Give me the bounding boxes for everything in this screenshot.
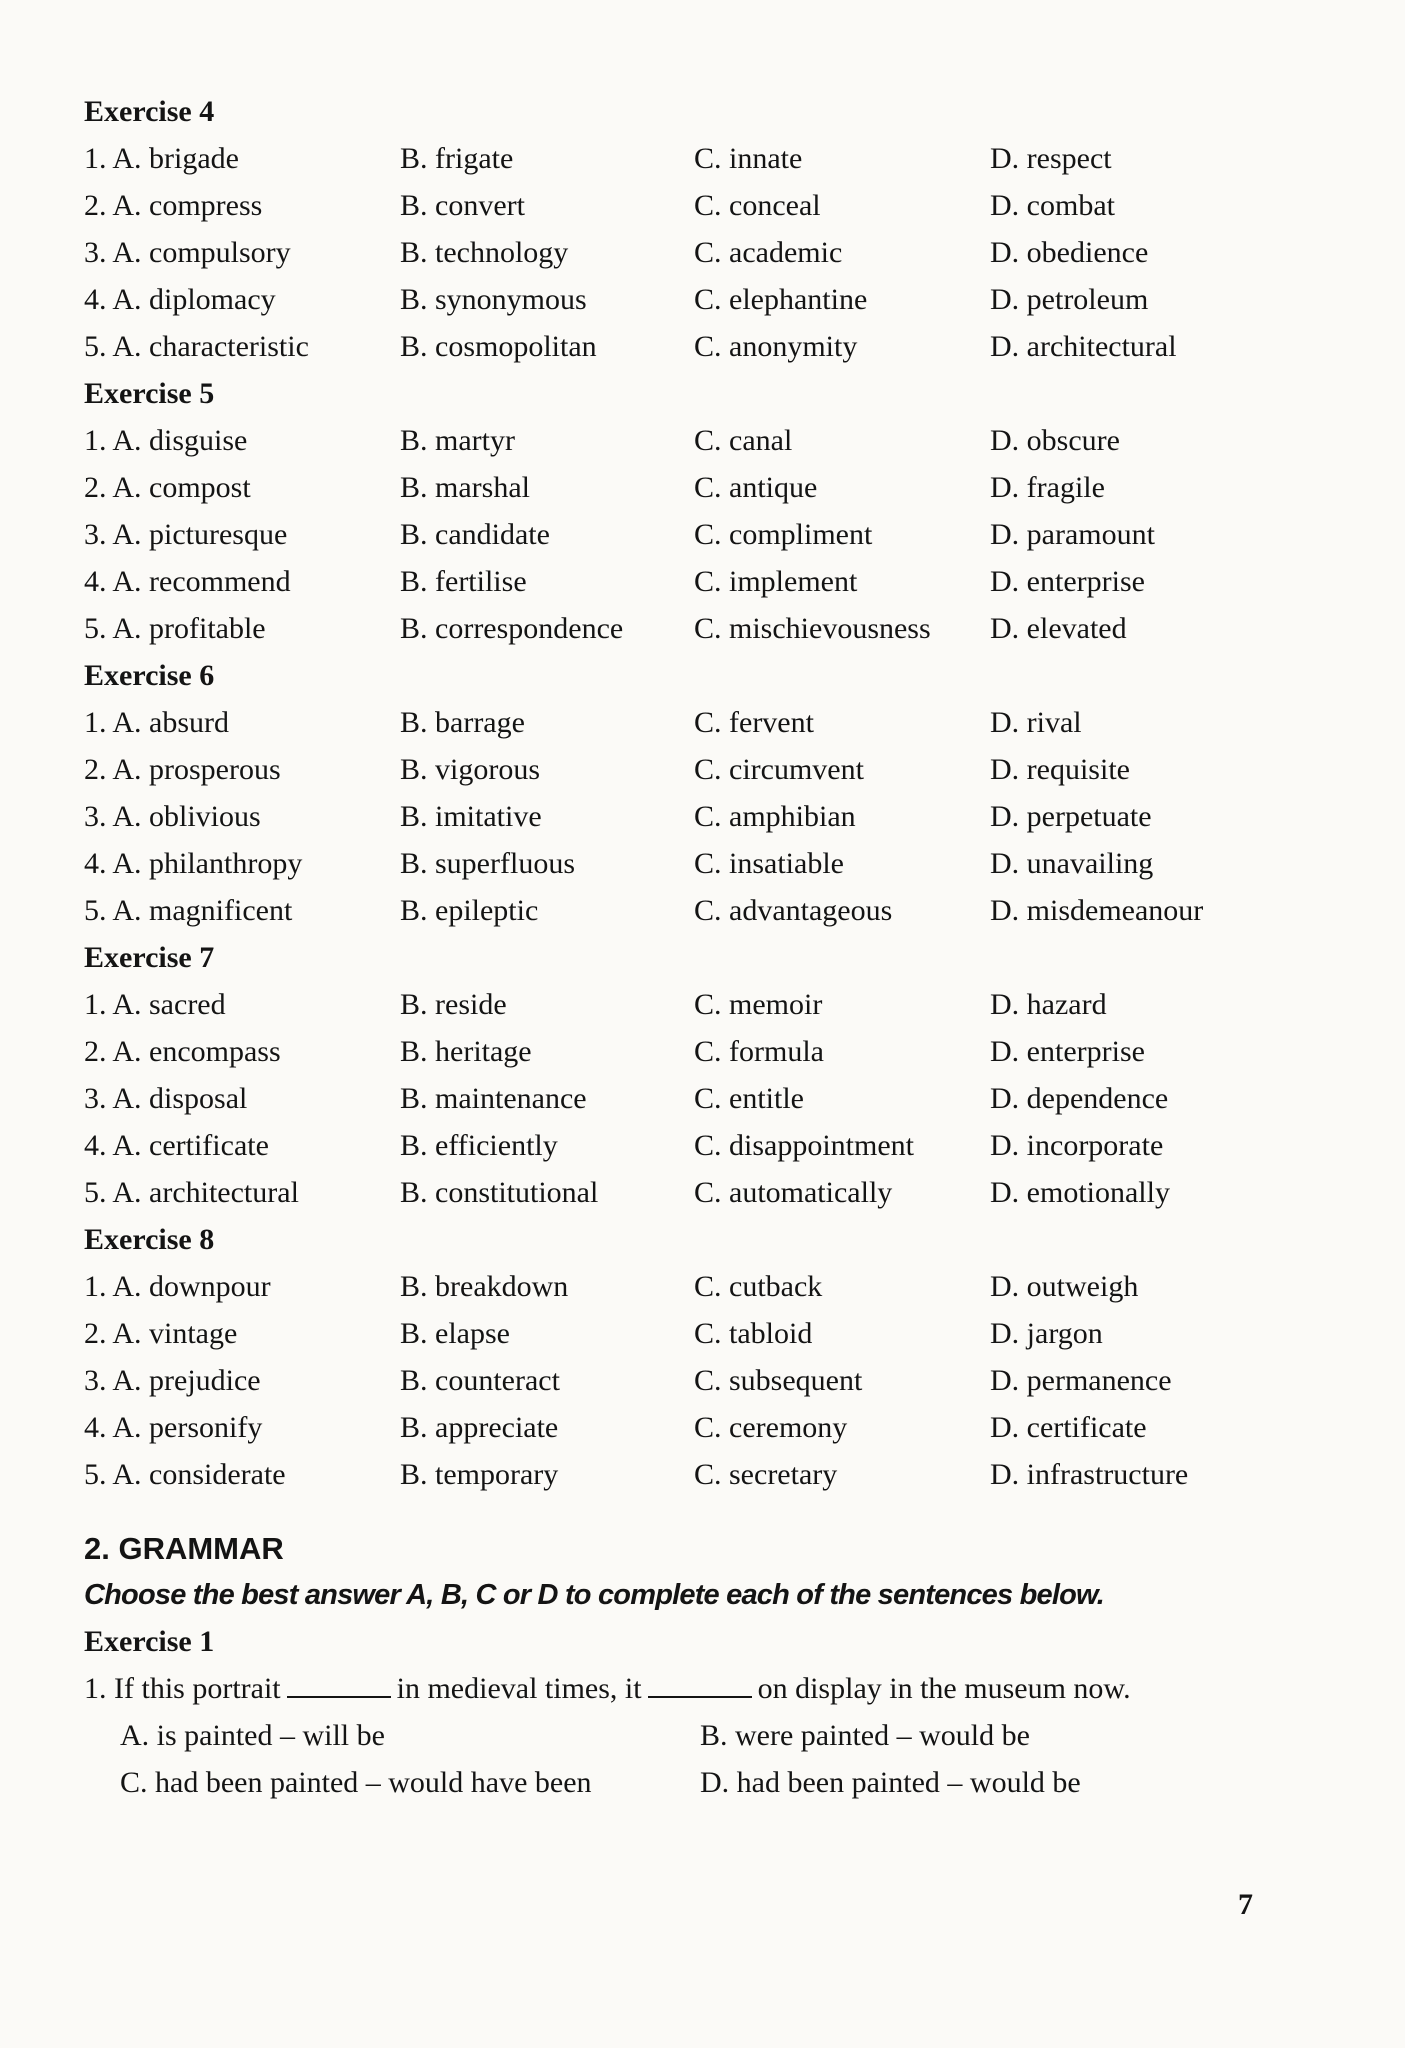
- option-a: A. is painted – will be: [120, 1719, 385, 1752]
- option-c: C. memoir: [694, 988, 823, 1021]
- option-a: 3. A. disposal: [84, 1082, 248, 1115]
- question-row: [84, 887, 1324, 934]
- question-row: [84, 1310, 1324, 1357]
- option-c: C. academic: [694, 236, 843, 269]
- option-c: C. conceal: [694, 189, 821, 222]
- option-a: 2. A. compress: [84, 189, 263, 222]
- question-row: [84, 1028, 1324, 1075]
- option-c: C. implement: [694, 565, 858, 598]
- option-b: B. technology: [400, 236, 569, 269]
- option-d: D. petroleum: [990, 283, 1149, 316]
- exercise-block: [84, 88, 1324, 370]
- option-a: 3. A. oblivious: [84, 800, 261, 833]
- option-a: 5. A. considerate: [84, 1458, 286, 1491]
- option-b: B. synonymous: [400, 283, 587, 316]
- exercise-title: Exercise 7: [84, 941, 215, 974]
- option-a: 1. A. sacred: [84, 988, 226, 1021]
- option-a: 2. A. encompass: [84, 1035, 281, 1068]
- pronunciation-exercises: [84, 88, 1324, 1498]
- instruction: Choose the best answer A, B, C or D to complete each of the sentences below.: [84, 1579, 1104, 1611]
- question-row: [84, 464, 1324, 511]
- option-d: D. certificate: [990, 1411, 1147, 1444]
- option-c: C. amphibian: [694, 800, 856, 833]
- option-d: D. dependence: [990, 1082, 1169, 1115]
- option-a: 1. A. downpour: [84, 1270, 271, 1303]
- option-b: B. marshal: [400, 471, 530, 504]
- option-d: D. permanence: [990, 1364, 1172, 1397]
- option-b: B. candidate: [400, 518, 550, 551]
- option-a: 5. A. characteristic: [84, 330, 309, 363]
- option-b: B. convert: [400, 189, 525, 222]
- option-a: 3. A. picturesque: [84, 518, 288, 551]
- question-row: [84, 135, 1324, 182]
- question-row: [84, 558, 1324, 605]
- exercise-block: [84, 652, 1324, 934]
- question-row: [84, 605, 1324, 652]
- question-row: [84, 1169, 1324, 1216]
- option-b: B. elapse: [400, 1317, 510, 1350]
- question-text-3: on display in the museum now.: [757, 1672, 1131, 1705]
- question-row: [84, 417, 1324, 464]
- option-d: D. had been painted – would be: [700, 1766, 1081, 1799]
- option-d: D. outweigh: [990, 1270, 1139, 1303]
- question: [84, 1665, 1324, 1712]
- option-b: B. barrage: [400, 706, 525, 739]
- option-d: D. enterprise: [990, 1035, 1145, 1068]
- option-c: C. tabloid: [694, 1317, 813, 1350]
- option-c: C. had been painted – would have been: [120, 1766, 592, 1799]
- option-a: 4. A. diplomacy: [84, 283, 276, 316]
- question-row: [84, 511, 1324, 558]
- question-text-1: 1. If this portrait: [84, 1672, 281, 1705]
- option-d: D. combat: [990, 189, 1115, 222]
- option-c: C. fervent: [694, 706, 814, 739]
- option-d: D. perpetuate: [990, 800, 1152, 833]
- option-b: B. correspondence: [400, 612, 624, 645]
- option-b: B. heritage: [400, 1035, 532, 1068]
- option-a: 2. A. vintage: [84, 1317, 238, 1350]
- option-d: D. rival: [990, 706, 1082, 739]
- exercise-block: [84, 1216, 1324, 1498]
- option-d: D. incorporate: [990, 1129, 1164, 1162]
- option-a: 4. A. recommend: [84, 565, 291, 598]
- exercise-title: Exercise 4: [84, 95, 215, 128]
- exercise-title: Exercise 6: [84, 659, 215, 692]
- exercise-title: Exercise 5: [84, 377, 215, 410]
- option-a: 5. A. profitable: [84, 612, 266, 645]
- question-row: [84, 276, 1324, 323]
- option-c: C. antique: [694, 471, 818, 504]
- option-c: C. insatiable: [694, 847, 844, 880]
- option-a: 2. A. prosperous: [84, 753, 281, 786]
- question-row: [84, 793, 1324, 840]
- option-d: D. obedience: [990, 236, 1149, 269]
- option-c: C. ceremony: [694, 1411, 848, 1444]
- option-a: 4. A. personify: [84, 1411, 263, 1444]
- options-row: [84, 1759, 1324, 1806]
- option-c: C. compliment: [694, 518, 873, 551]
- option-a: 1. A. brigade: [84, 142, 239, 175]
- option-c: C. advantageous: [694, 894, 893, 927]
- option-a: 1. A. absurd: [84, 706, 229, 739]
- option-d: D. infrastructure: [990, 1458, 1189, 1491]
- question-row: [84, 1075, 1324, 1122]
- question-row: [84, 1404, 1324, 1451]
- option-b: B. temporary: [400, 1458, 559, 1491]
- option-c: C. disappointment: [694, 1129, 914, 1162]
- option-b: B. breakdown: [400, 1270, 569, 1303]
- option-d: D. respect: [990, 142, 1112, 175]
- option-b: B. appreciate: [400, 1411, 559, 1444]
- option-d: D. requisite: [990, 753, 1130, 786]
- question-row: [84, 182, 1324, 229]
- option-c: C. elephantine: [694, 283, 868, 316]
- option-a: 1. A. disguise: [84, 424, 248, 457]
- option-c: C. canal: [694, 424, 793, 457]
- option-a: 5. A. magnificent: [84, 894, 293, 927]
- option-c: C. subsequent: [694, 1364, 863, 1397]
- option-c: C. cutback: [694, 1270, 823, 1303]
- option-d: D. elevated: [990, 612, 1127, 645]
- question-row: [84, 1263, 1324, 1310]
- answer-blank: [287, 1674, 391, 1698]
- option-c: C. innate: [694, 142, 803, 175]
- option-c: C. mischievousness: [694, 612, 931, 645]
- exercise-title: Exercise 8: [84, 1223, 215, 1256]
- option-a: 4. A. philanthropy: [84, 847, 303, 880]
- grammar-section: [84, 1526, 1324, 1806]
- option-b: B. martyr: [400, 424, 515, 457]
- option-b: B. constitutional: [400, 1176, 599, 1209]
- question-row: [84, 981, 1324, 1028]
- question-row: [84, 1357, 1324, 1404]
- exercise-title: Exercise 1: [84, 1625, 215, 1658]
- section-title: 2. GRAMMAR: [84, 1531, 284, 1566]
- question-row: [84, 1451, 1324, 1498]
- option-d: D. unavailing: [990, 847, 1154, 880]
- option-a: 5. A. architectural: [84, 1176, 299, 1209]
- page-number: 7: [1238, 1888, 1253, 1921]
- option-d: D. fragile: [990, 471, 1105, 504]
- option-b: B. frigate: [400, 142, 514, 175]
- page-content: [84, 88, 1324, 1806]
- option-b: B. epileptic: [400, 894, 539, 927]
- question-row: [84, 1122, 1324, 1169]
- option-c: C. secretary: [694, 1458, 838, 1491]
- option-b: B. counteract: [400, 1364, 560, 1397]
- option-b: B. imitative: [400, 800, 542, 833]
- option-a: 3. A. prejudice: [84, 1364, 261, 1397]
- option-d: D. emotionally: [990, 1176, 1170, 1209]
- option-d: D. paramount: [990, 518, 1155, 551]
- question-text-2: in medieval times, it: [396, 1672, 642, 1705]
- option-b: B. fertilise: [400, 565, 527, 598]
- option-b: B. reside: [400, 988, 507, 1021]
- option-d: D. jargon: [990, 1317, 1103, 1350]
- options-row: [84, 1712, 1324, 1759]
- option-a: 4. A. certificate: [84, 1129, 269, 1162]
- question-row: [84, 840, 1324, 887]
- option-b: B. superfluous: [400, 847, 575, 880]
- exercise-block: [84, 370, 1324, 652]
- option-c: C. circumvent: [694, 753, 864, 786]
- option-b: B. efficiently: [400, 1129, 558, 1162]
- option-c: C. formula: [694, 1035, 824, 1068]
- option-a: 2. A. compost: [84, 471, 251, 504]
- question-row: [84, 746, 1324, 793]
- option-d: D. hazard: [990, 988, 1107, 1021]
- option-d: D. enterprise: [990, 565, 1145, 598]
- question-row: [84, 229, 1324, 276]
- answer-blank: [648, 1674, 752, 1698]
- option-a: 3. A. compulsory: [84, 236, 291, 269]
- option-d: D. obscure: [990, 424, 1120, 457]
- question-row: [84, 323, 1324, 370]
- option-b: B. cosmopolitan: [400, 330, 597, 363]
- option-b: B. were painted – would be: [700, 1719, 1030, 1752]
- option-c: C. entitle: [694, 1082, 804, 1115]
- option-d: D. architectural: [990, 330, 1177, 363]
- option-c: C. anonymity: [694, 330, 858, 363]
- option-b: B. maintenance: [400, 1082, 587, 1115]
- exercise-block: [84, 934, 1324, 1216]
- option-b: B. vigorous: [400, 753, 541, 786]
- option-c: C. automatically: [694, 1176, 893, 1209]
- option-d: D. misdemeanour: [990, 894, 1204, 927]
- question-row: [84, 699, 1324, 746]
